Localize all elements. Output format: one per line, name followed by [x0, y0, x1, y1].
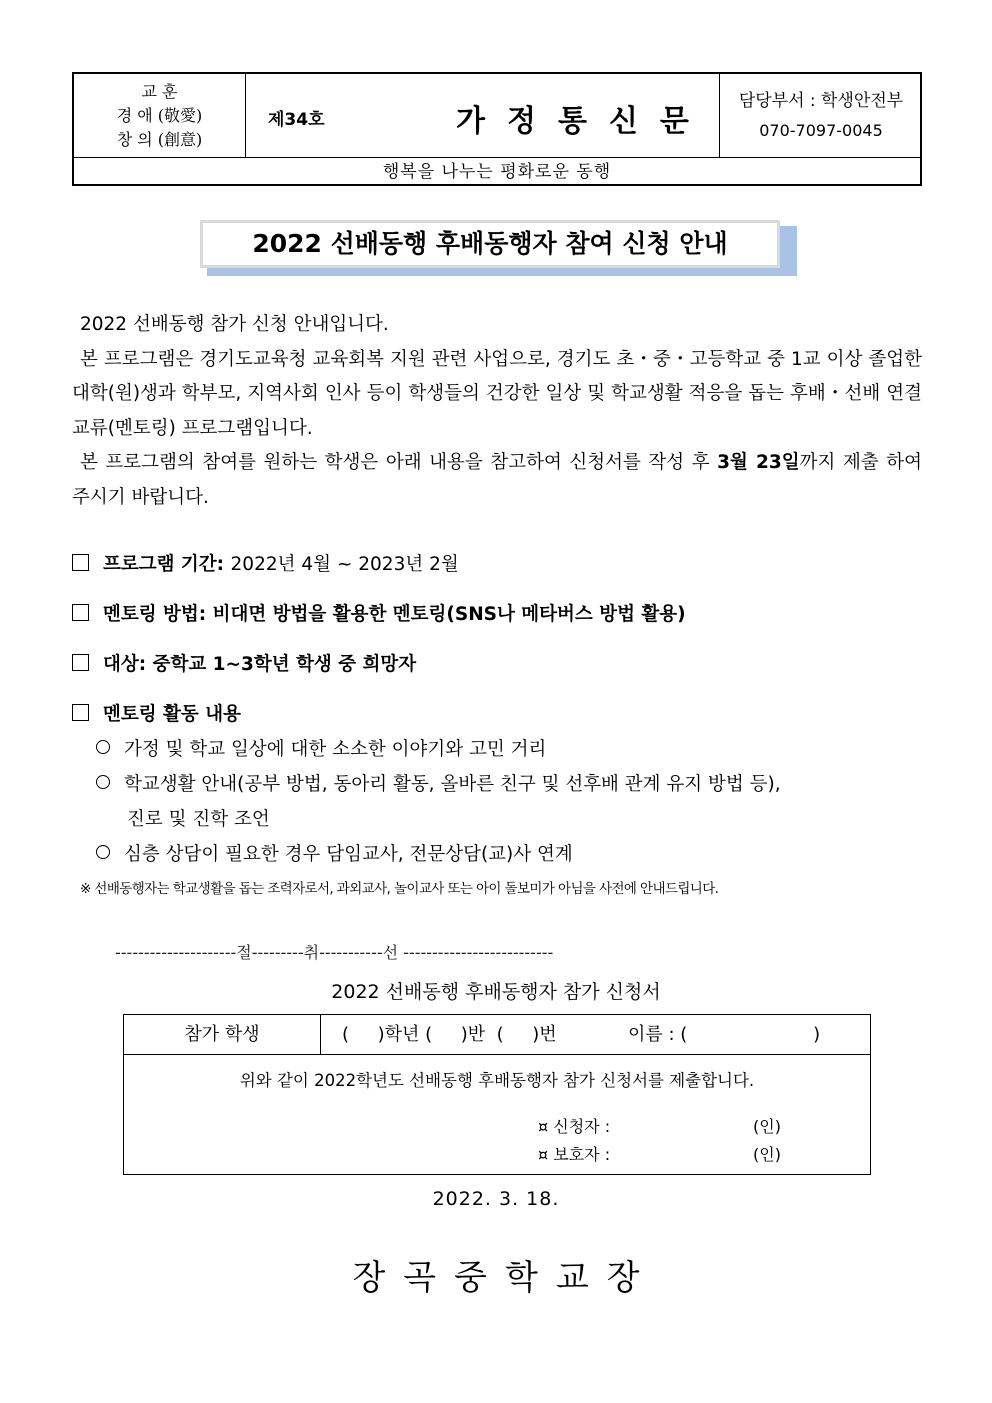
class-fields[interactable]: ( )학년 ( )반 ( )번 [342, 1024, 557, 1045]
period-value: 2022년 4월 ~ 2023년 2월 [230, 554, 459, 575]
guardian-signature[interactable]: ¤ 보호자 : [538, 1145, 611, 1164]
document-title: 2022 선배동행 후배동행자 참여 신청 안내 [200, 220, 780, 268]
motto-line-1: 경 애 (敬愛) [116, 106, 203, 125]
checkbox-square-icon [72, 704, 89, 721]
period-label: 프로그램 기간: [103, 554, 225, 575]
target-text: 대상: 중학교 1~3학년 학생 중 희망자 [103, 654, 417, 675]
circle-bullet-icon [96, 775, 110, 789]
form-title: 2022 선배동행 후배동행자 참가 신청서 [331, 981, 661, 1003]
principal-signature: 장곡중학교장 [352, 1258, 658, 1298]
activity-text: 가정 및 학교 일상에 대한 소소한 이야기와 고민 거리 [124, 739, 547, 760]
form-statement: 위와 같이 2022학년도 선배동행 후배동행자 참가 신청서를 제출합니다. [239, 1071, 755, 1090]
motto-line-2: 창 의 (創意) [116, 130, 203, 149]
activity-label: 멘토링 활동 내용 [103, 704, 241, 725]
motto-label: 교 훈 [141, 82, 178, 101]
issue-number: 제34호 [268, 110, 325, 130]
activity-text: 학교생활 안내(공부 방법, 동아리 활동, 올바른 친구 및 선후배 관계 유지 방법 등), [124, 774, 781, 795]
newsletter-header [72, 72, 922, 186]
notice-note: ※ 선배동행자는 학교생활을 돕는 조력자로서, 과외교사, 놀이교사 또는 아이 돌보미가 아님을 사전에 안내드립니다. [80, 881, 719, 897]
department: 담당부서 : 학생안전부 [738, 91, 904, 111]
newsletter-title: 가정통신문 [456, 104, 711, 139]
intro-text [72, 308, 922, 515]
circle-bullet-icon [96, 740, 110, 754]
name-field[interactable]: 이름 : ( ) [628, 1024, 821, 1045]
method-text: 멘토링 방법: 비대면 방법을 활용한 멘토링(SNS나 메타버스 방법 활용) [103, 604, 686, 625]
section-period [72, 550, 459, 576]
section-method [72, 600, 686, 626]
applicant-seal: (인) [753, 1117, 781, 1136]
applicant-signature[interactable]: ¤ 신청자 : [538, 1117, 611, 1136]
activity-item [96, 735, 546, 761]
student-row [124, 1015, 870, 1055]
activity-text: 심층 상담이 필요한 경우 담임교사, 전문상담(교)사 연계 [124, 844, 573, 865]
slogan: 행복을 나누는 평화로운 동행 [382, 162, 612, 182]
circle-bullet-icon [96, 845, 110, 859]
application-form [123, 1014, 871, 1175]
intro-p3-before: 본 프로그램의 참여를 원하는 학생은 아래 내용을 참고하여 신청서를 작성 후 [80, 452, 718, 473]
intro-paragraph-1: 2022 선배동행 참가 신청 안내입니다. [80, 314, 389, 335]
guardian-seal: (인) [753, 1145, 781, 1164]
intro-paragraph-3 [72, 446, 922, 515]
cut-line: ---------------------절---------취-----------선 -------------------------- [115, 943, 554, 962]
section-activity [72, 700, 241, 726]
issue-date: 2022. 3. 18. [432, 1188, 560, 1210]
activity-item [96, 770, 781, 796]
deadline: 3월 23일 [717, 452, 800, 473]
title-cell [246, 74, 720, 157]
activity-item [96, 840, 573, 866]
header-top-row [74, 74, 920, 158]
student-label: 참가 학생 [124, 1015, 321, 1054]
checkbox-square-icon [72, 554, 89, 571]
phone-number: 070-7097-0045 [759, 121, 883, 140]
department-cell [720, 74, 922, 157]
intro-paragraph-2: 본 프로그램은 경기도교육청 교육회복 지원 관련 사업으로, 경기도 초・중・고등학교 중 1교 이상 졸업한 대학(원)생과 학부모, 지역사회 인사 등이 학생들의 건강한 일상 및 학교생활 적응을 돕는 후배・선배 연결 교류(멘토링) 프로그램입니다. [72, 348, 922, 439]
activity-continuation: 진로 및 진학 조언 [127, 809, 270, 830]
checkbox-square-icon [72, 604, 89, 621]
intro-p3-after: 까지 제출 하여 주시기 바랍니다. [72, 452, 922, 508]
checkbox-square-icon [72, 654, 89, 671]
section-target [72, 650, 416, 676]
school-motto [74, 74, 246, 157]
